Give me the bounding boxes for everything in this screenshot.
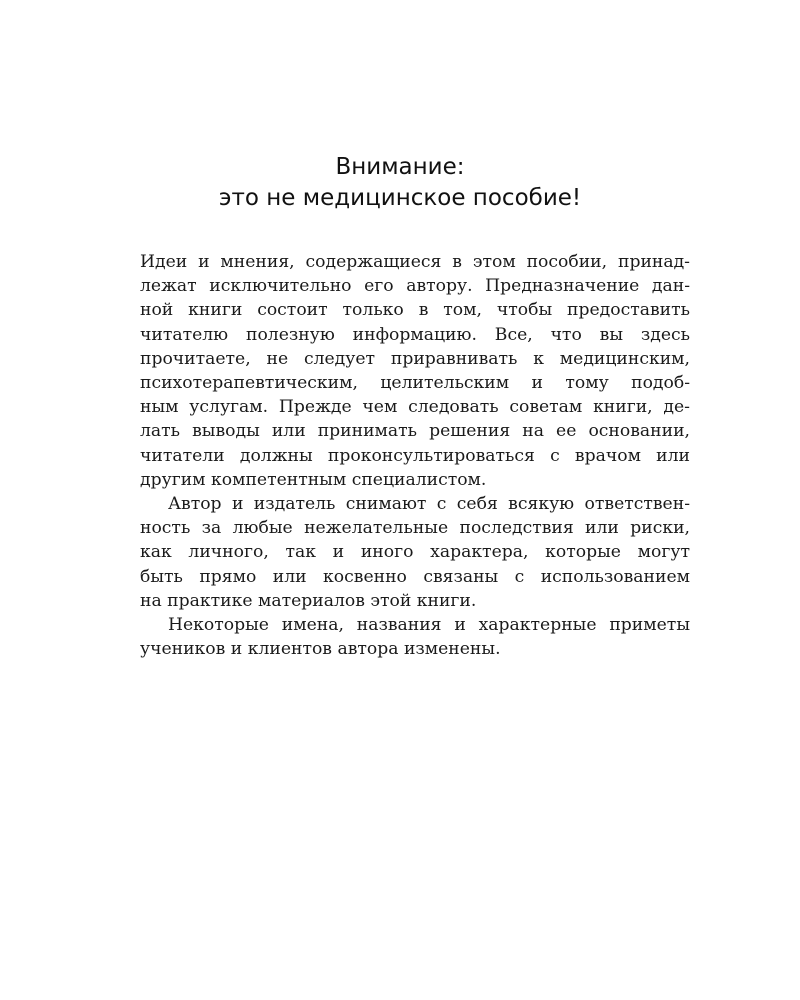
text-line: прочитаете, не следует приравнивать к медицинским, xyxy=(140,348,690,369)
text-line: читатели должны проконсультироваться с врачом или xyxy=(140,445,690,466)
text-line: Некоторые имена, названия и характерные приметы xyxy=(168,615,690,636)
page-title xyxy=(0,152,800,214)
text-line: другим компетентным специалистом. xyxy=(140,469,487,490)
text-line: Автор и издатель снимают с себя всякую ответствен- xyxy=(168,494,690,515)
title-line-1: Внимание: xyxy=(335,154,465,180)
text-line: психотерапевтическим, целительским и тому подоб- xyxy=(140,373,690,394)
disclaimer-body xyxy=(140,250,690,661)
text-line: лежат исключительно его автору. Предназначение дан- xyxy=(140,276,690,297)
paragraph-1 xyxy=(140,250,690,492)
text-line: читателю полезную информацию. Все, что вы здесь xyxy=(140,324,690,345)
paragraph-3 xyxy=(140,613,690,661)
text-line: учеников и клиентов автора изменены. xyxy=(140,639,501,660)
text-line: лать выводы или принимать решения на ее основании, xyxy=(140,421,690,442)
text-line: Идеи и мнения, содержащиеся в этом пособии, принад- xyxy=(140,252,690,272)
text-line: ным услугам. Прежде чем следовать советам книги, де- xyxy=(140,397,690,418)
text-line: на практике материалов этой книги. xyxy=(140,590,477,611)
title-line-2: это не медицинское пособие! xyxy=(218,185,582,211)
text-line: быть прямо или косвенно связаны с использованием xyxy=(140,566,690,587)
text-line: ной книги состоит только в том, чтобы предоставить xyxy=(140,300,690,321)
text-line: как личного, так и иного характера, которые могут xyxy=(140,542,690,563)
text-line: ность за любые нежелательные последствия или риски, xyxy=(140,518,690,539)
paragraph-2 xyxy=(140,492,690,613)
